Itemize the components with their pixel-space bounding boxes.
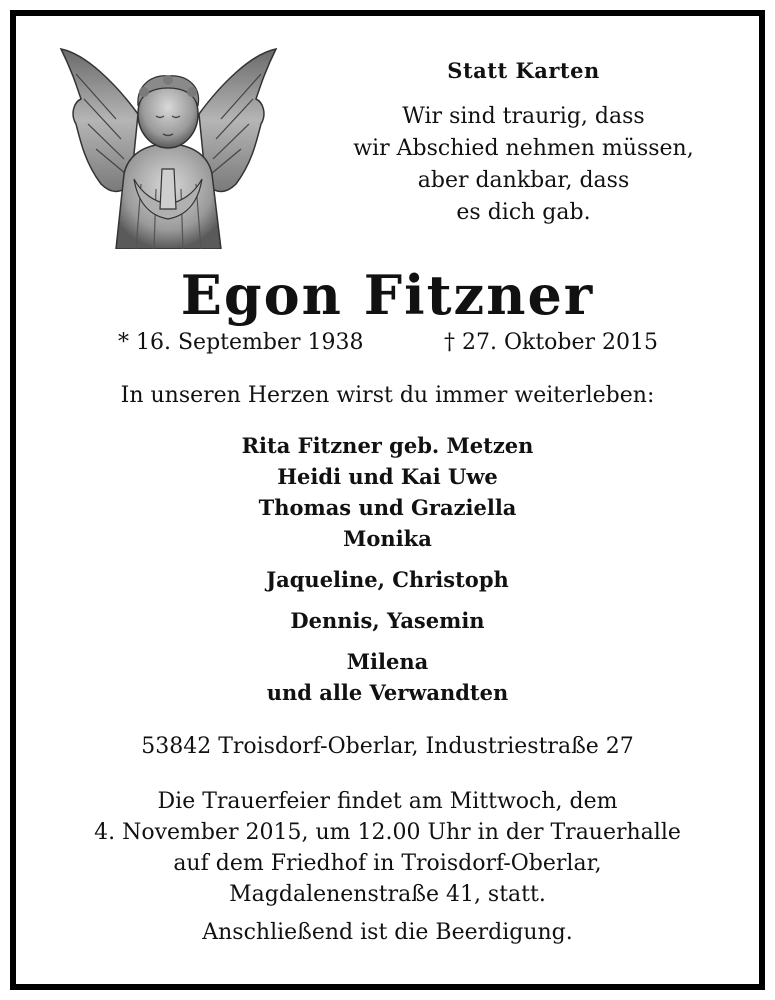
burial-notice: Anschließend ist die Beerdigung. [202,920,573,945]
mourner-group [16,430,759,554]
ceremony-notice [16,786,759,910]
intro-line: In unseren Herzen wirst du immer weiterleben: [120,383,655,408]
ceremony-line: Die Trauerfeier findet am Mittwoch, dem [157,789,618,814]
mourner-line: Milena [346,649,429,674]
verse [341,101,706,229]
top-text-block [341,58,706,229]
deceased-name: Egon Fitzner [180,263,595,327]
ceremony-line: auf dem Friedhof in Troisdorf-Oberlar, [173,851,602,876]
mourner-group [16,646,759,708]
ceremony-line: Magdalenenstraße 41, statt. [229,882,546,907]
family-address: 53842 Troisdorf-Oberlar, Industriestraße 27 [141,734,634,759]
verse-line: aber dankbar, dass [417,168,630,193]
obituary-frame [10,10,765,990]
mourner-line: Jaqueline, Christoph [266,567,509,592]
mourner-line: und alle Verwandten [266,680,509,705]
mourner-line: Rita Fitzner geb. Metzen [241,433,534,458]
mourner-group [16,564,759,595]
mourner-group [16,605,759,636]
ceremony-line: 4. November 2015, um 12.00 Uhr in der Trauerhalle [94,820,681,845]
mourner-line: Monika [343,526,432,551]
mourner-line: Thomas und Graziella [258,495,517,520]
verse-line: Wir sind traurig, dass [402,104,645,129]
mourner-line: Heidi und Kai Uwe [277,464,498,489]
verse-line: wir Abschied nehmen müssen, [353,136,694,161]
header-statt-karten: Statt Karten [447,58,600,83]
verse-line: es dich gab. [456,200,591,225]
praying-angel-image [56,44,281,249]
mourner-line: Dennis, Yasemin [290,608,485,633]
birth-date: * 16. September 1938 [118,330,364,355]
mourners-list [16,430,759,718]
death-date: † 27. Oktober 2015 [444,330,659,355]
